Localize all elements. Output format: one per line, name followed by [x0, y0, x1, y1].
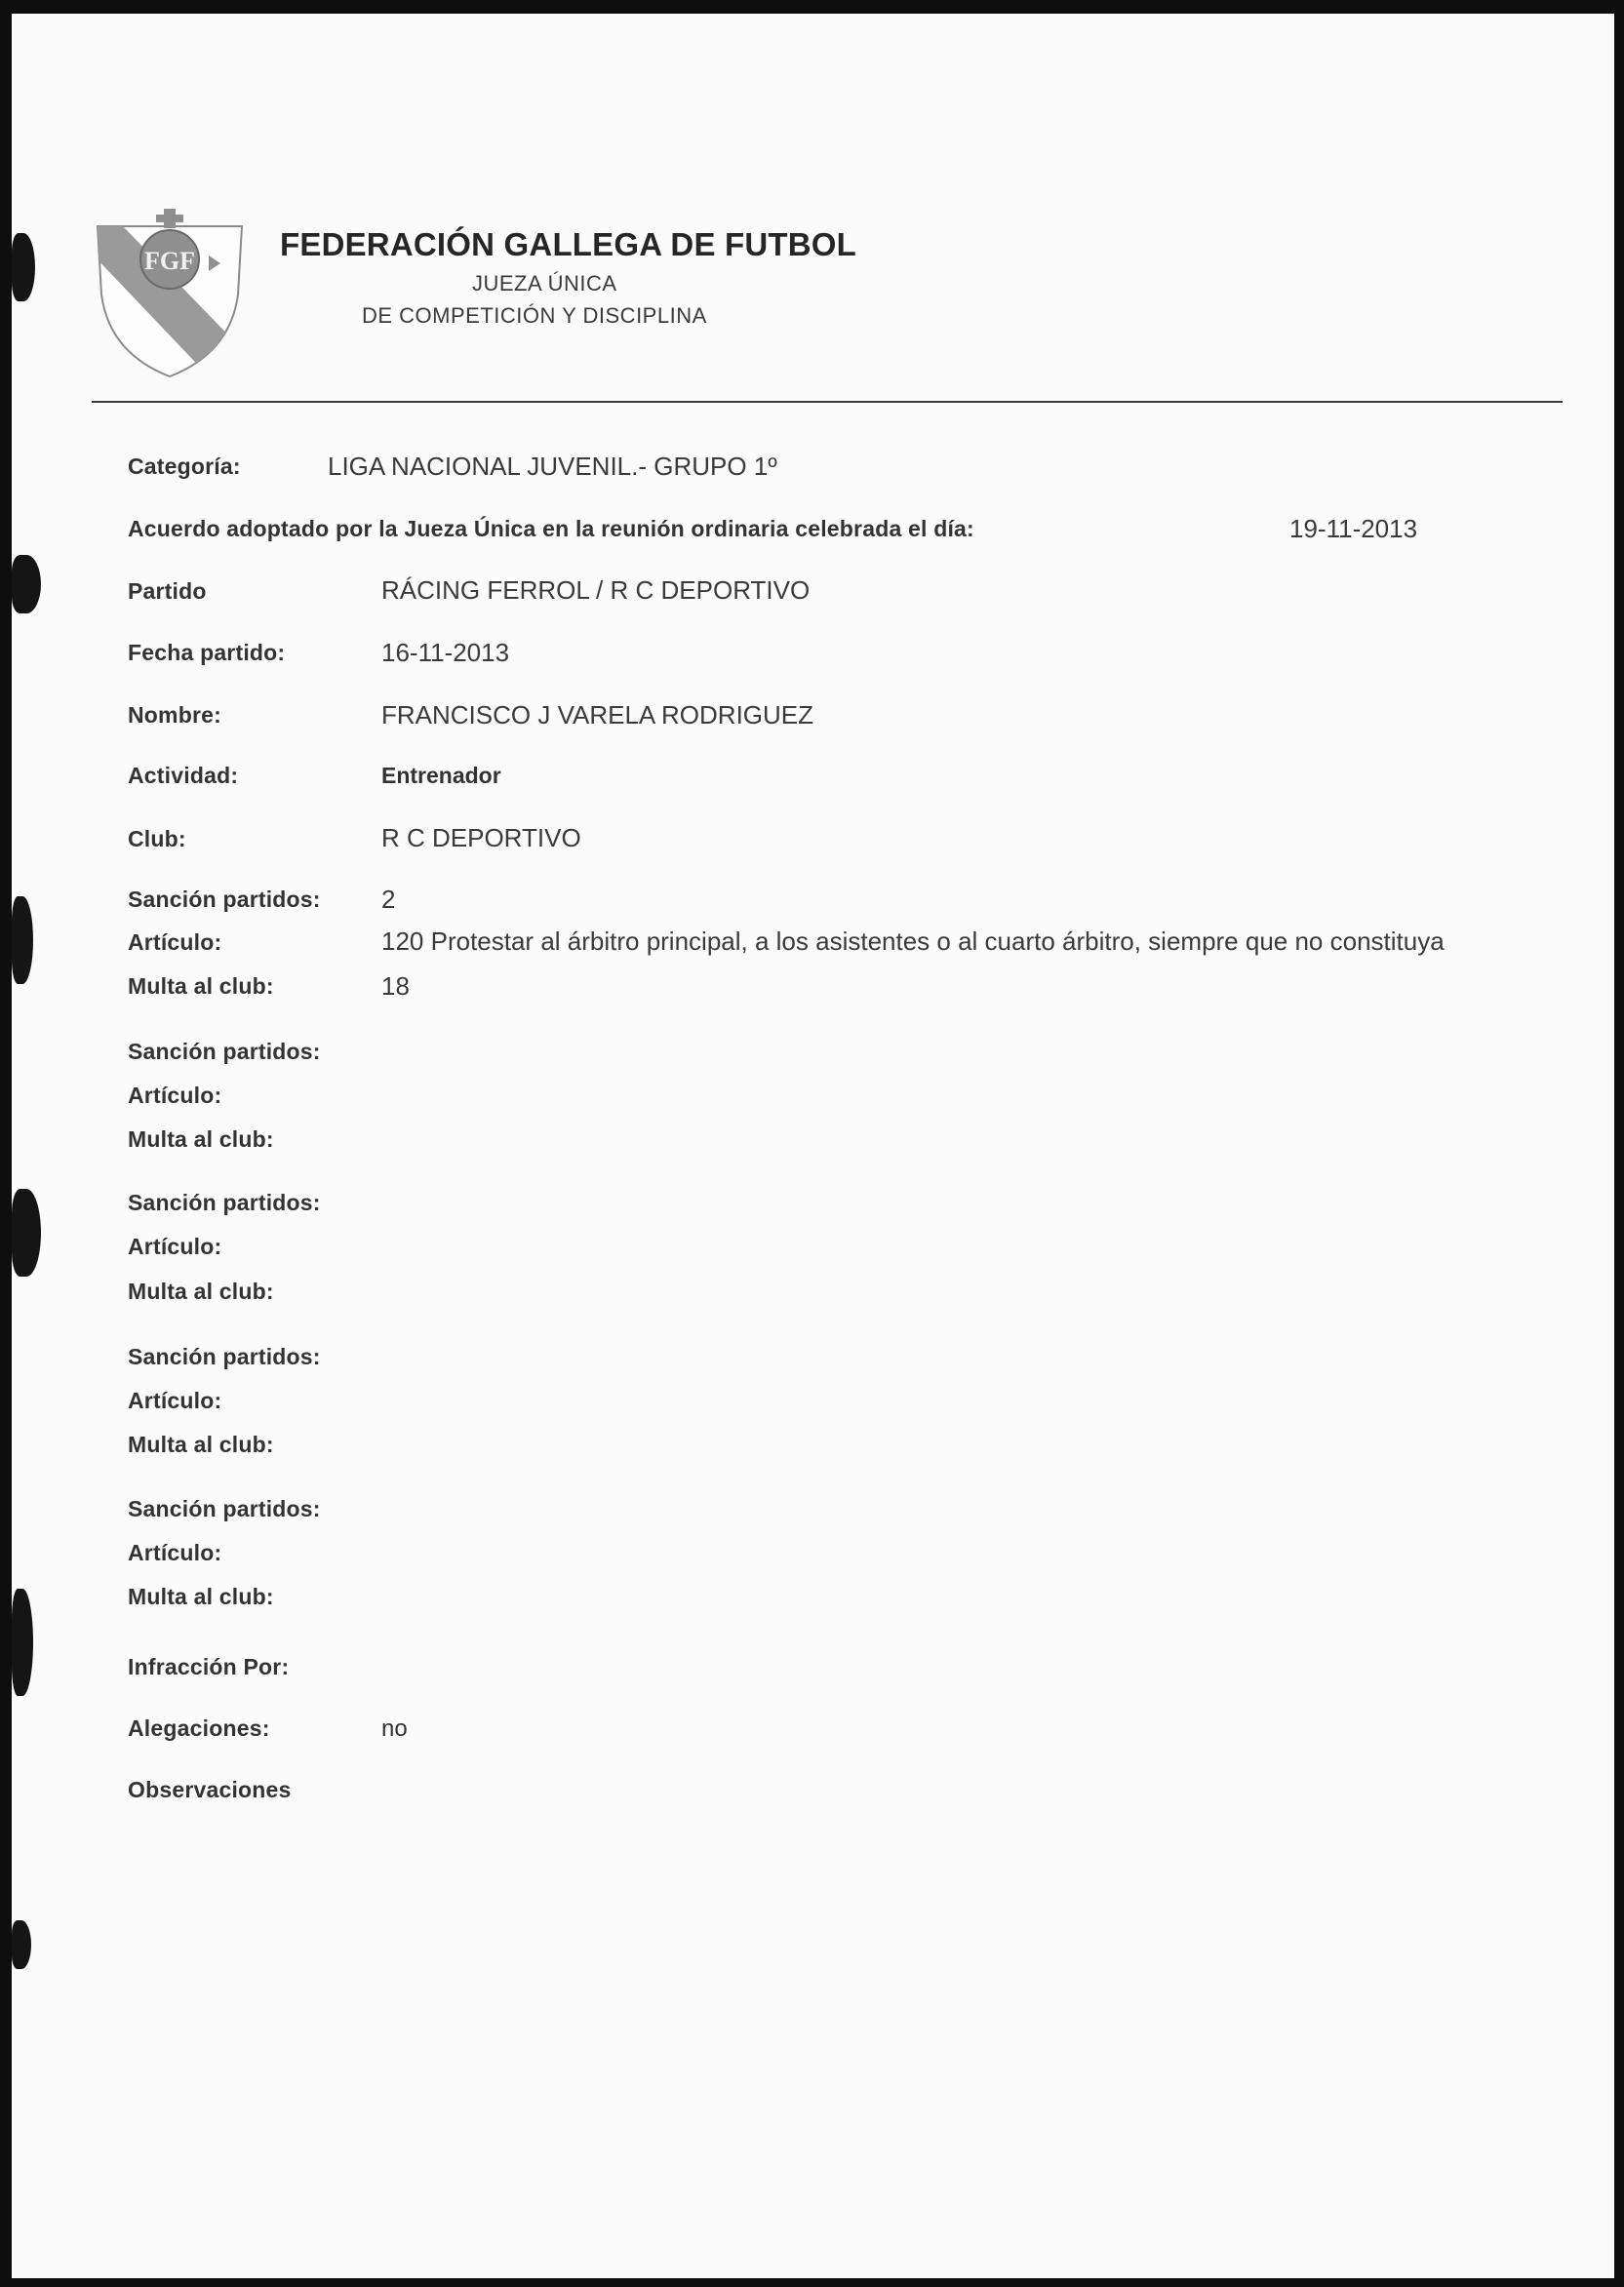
competicion-disciplina-subtitle: DE COMPETICIÓN Y DISCIPLINA	[362, 303, 707, 328]
jueza-unica-subtitle: JUEZA ÚNICA	[472, 271, 617, 296]
federation-title: FEDERACIÓN GALLEGA DE FUTBOL	[280, 226, 857, 262]
categoria-label: Categoría:	[128, 453, 241, 479]
sancion-partidos-label: Sanción partidos:	[128, 1344, 321, 1369]
multa-club-value: 18	[381, 971, 410, 1001]
club-value: R C DEPORTIVO	[381, 823, 581, 852]
partido-value: RÁCING FERROL / R C DEPORTIVO	[381, 575, 811, 605]
alegaciones-label: Alegaciones:	[128, 1715, 270, 1741]
acuerdo-date: 19-11-2013	[1289, 514, 1418, 543]
header-divider	[92, 401, 1563, 403]
categoria-value: LIGA NACIONAL JUVENIL.- GRUPO 1º	[328, 452, 777, 481]
sancion-partidos-value: 2	[381, 885, 396, 914]
articulo-value: 120 Protestar al árbitro principal, a los asistentes o al cuarto árbitro, siempre que no constituya	[381, 927, 1445, 956]
sancion-partidos-label: Sanción partidos:	[128, 887, 321, 912]
nombre-value: FRANCISCO J VARELA RODRIGUEZ	[381, 700, 814, 729]
alegaciones-value: no	[381, 1715, 408, 1742]
articulo-label: Artículo:	[128, 1083, 222, 1108]
club-label: Club:	[128, 826, 186, 851]
sancion-partidos-label: Sanción partidos:	[128, 1039, 321, 1064]
document-page	[12, 14, 1614, 2278]
nombre-label: Nombre:	[128, 702, 221, 728]
scan-punch-hole	[12, 233, 35, 301]
multa-club-label: Multa al club:	[128, 1584, 274, 1609]
articulo-label: Artículo:	[128, 929, 222, 955]
sancion-partidos-label: Sanción partidos:	[128, 1496, 321, 1521]
actividad-value: Entrenador	[381, 763, 501, 788]
articulo-label: Artículo:	[128, 1388, 222, 1413]
scan-punch-hole	[12, 1920, 31, 1969]
observaciones-label: Observaciones	[128, 1777, 292, 1802]
sancion-partidos-label: Sanción partidos:	[128, 1190, 321, 1215]
fgf-shield-logo	[94, 207, 246, 378]
infraccion-label: Infracción Por:	[128, 1654, 290, 1679]
multa-club-label: Multa al club:	[128, 1279, 274, 1304]
scan-punch-hole	[12, 1189, 41, 1277]
logo-monogram: FGF	[144, 247, 195, 275]
fecha-partido-label: Fecha partido:	[128, 640, 286, 665]
multa-club-label: Multa al club:	[128, 1126, 274, 1152]
multa-club-label: Multa al club:	[128, 973, 274, 999]
multa-club-label: Multa al club:	[128, 1432, 274, 1457]
acuerdo-label: Acuerdo adoptado por la Jueza Única en la reunión ordinaria celebrada el día:	[128, 516, 974, 541]
actividad-label: Actividad:	[128, 763, 239, 788]
articulo-label: Artículo:	[128, 1234, 222, 1259]
scan-punch-hole	[12, 896, 33, 984]
partido-label: Partido	[128, 578, 207, 604]
scan-punch-hole	[12, 1589, 33, 1696]
scan-punch-hole	[12, 555, 41, 613]
articulo-label: Artículo:	[128, 1540, 222, 1565]
fecha-partido-value: 16-11-2013	[381, 638, 510, 667]
